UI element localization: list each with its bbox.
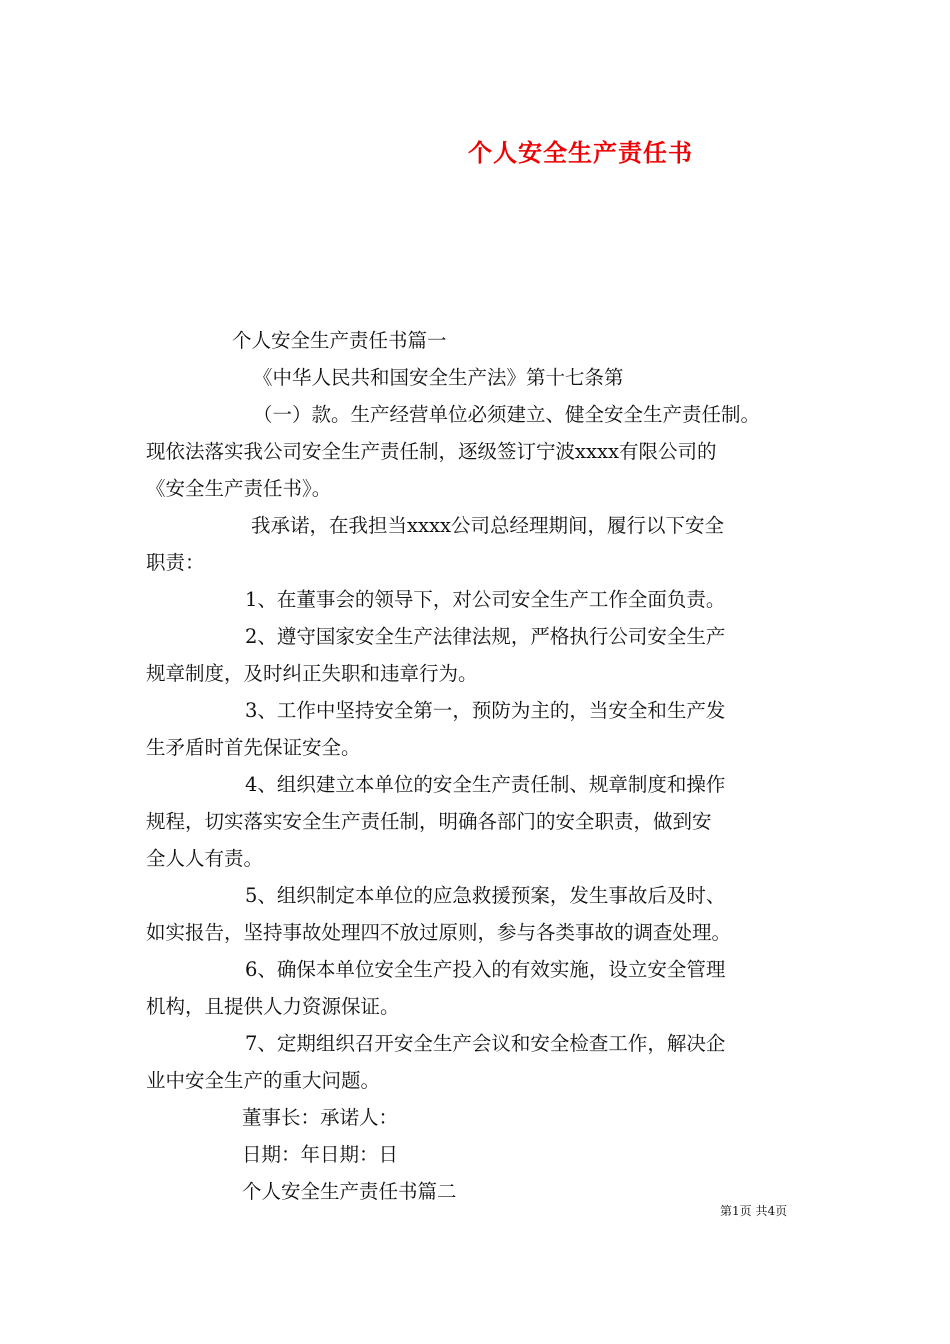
page-footer: 第1页 共4页 — [720, 1204, 788, 1218]
paragraph-line: （一）款。生产经营单位必须建立、健全安全生产责任制。 — [253, 403, 761, 426]
date-line: 日期：年日期：日 — [242, 1143, 399, 1166]
list-item: 4、组织建立本单位的安全生产责任制、规章制度和操作 — [245, 773, 726, 796]
document-body — [146, 322, 811, 1210]
list-item: 6、确保本单位安全生产投入的有效实施，设立安全管理 — [245, 958, 726, 981]
paragraph-line: 《安全生产责任书》。 — [146, 477, 332, 500]
list-item: 1、在董事会的领导下，对公司安全生产工作全面负责。 — [245, 588, 726, 611]
paragraph-line: 我承诺，在我担当xxxx公司总经理期间，履行以下安全 — [251, 514, 724, 537]
signature-line: 董事长：承诺人： — [242, 1106, 399, 1129]
paragraph-line: 现依法落实我公司安全生产责任制，逐级签订宁波xxxx有限公司的 — [146, 440, 717, 463]
section-heading: 个人安全生产责任书篇一 — [232, 329, 447, 352]
list-item-continuation: 规程，切实落实安全生产责任制，明确各部门的安全职责，做到安 — [146, 810, 712, 833]
paragraph-line: 职责： — [146, 551, 205, 574]
list-item: 3、工作中坚持安全第一，预防为主的，当安全和生产发 — [245, 699, 726, 722]
list-item: 2、遵守国家安全生产法律法规，严格执行公司安全生产 — [245, 625, 726, 648]
list-item-continuation: 规章制度，及时纠正失职和违章行为。 — [146, 662, 478, 685]
list-item-continuation: 生矛盾时首先保证安全。 — [146, 736, 361, 759]
page-title: 个人安全生产责任书 — [468, 138, 693, 167]
list-item-continuation: 如实报告，坚持事故处理四不放过原则，参与各类事故的调查处理。 — [146, 921, 732, 944]
list-item: 7、定期组织召开安全生产会议和安全检查工作，解决企 — [245, 1032, 726, 1055]
list-item-continuation: 全人人有责。 — [146, 847, 264, 870]
section-heading: 个人安全生产责任书篇二 — [242, 1180, 457, 1203]
paragraph-line: 《中华人民共和国安全生产法》第十七条第 — [253, 366, 624, 389]
list-item-continuation: 机构，且提供人力资源保证。 — [146, 995, 400, 1018]
list-item-continuation: 业中安全生产的重大问题。 — [146, 1069, 381, 1092]
list-item: 5、组织制定本单位的应急救援预案，发生事故后及时、 — [245, 884, 726, 907]
